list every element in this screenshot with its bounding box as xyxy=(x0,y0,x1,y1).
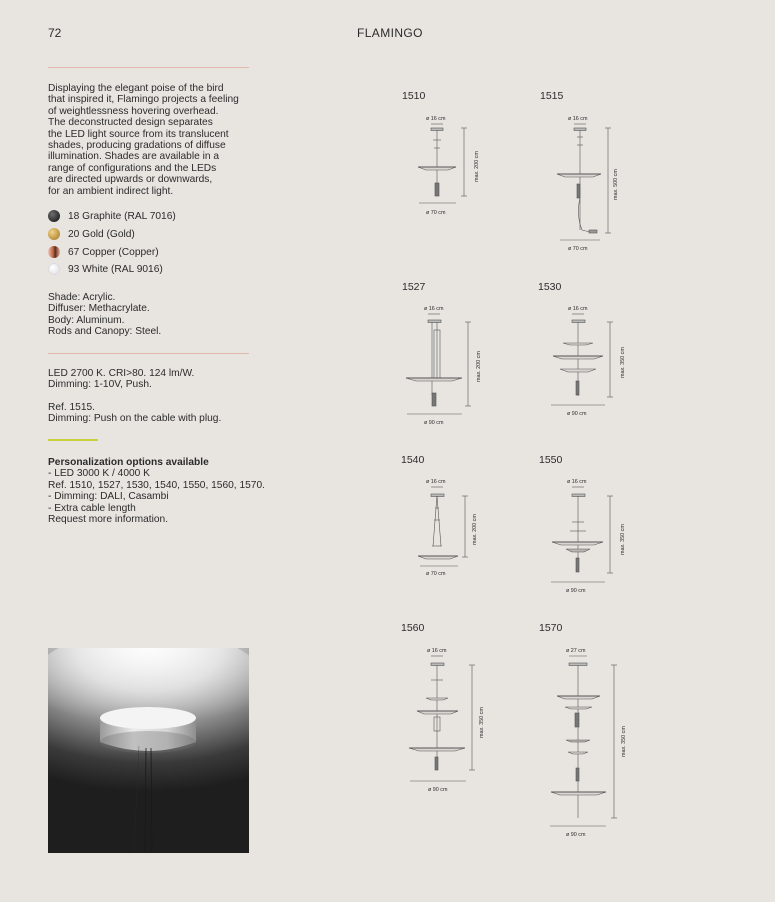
finish-label: 93 White (RAL 9016) xyxy=(68,263,163,275)
model-label-1510: 1510 xyxy=(402,90,426,102)
finish-label: 18 Graphite (RAL 7016) xyxy=(68,210,176,222)
description-line: of weightlessness hovering overhead. xyxy=(48,105,219,117)
personalization-line: Ref. 1510, 1527, 1530, 1540, 1550, 1560, 1570. xyxy=(48,479,265,491)
model-label-1560: 1560 xyxy=(401,622,425,634)
drawing-1510 xyxy=(418,124,467,203)
dim-1570-height: max. 350 cm xyxy=(621,726,627,757)
drawing-1540 xyxy=(418,487,468,566)
dim-1527-height: max. 200 cm xyxy=(476,351,482,382)
description-line: The deconstructed design separates xyxy=(48,117,213,129)
description-line: shades, producing gradations of diffuse xyxy=(48,140,226,152)
material-line: Rods and Canopy: Steel. xyxy=(48,326,162,338)
model-label-1570: 1570 xyxy=(539,622,563,634)
dim-1527-shade: ø 90 cm xyxy=(424,420,444,426)
description-line: Displaying the elegant poise of the bird xyxy=(48,83,224,94)
dim-1530-canopy: ø 16 cm xyxy=(568,306,588,312)
model-label-1540: 1540 xyxy=(401,454,425,466)
dim-1550-height: max. 350 cm xyxy=(620,524,626,555)
dim-1560-canopy: ø 16 cm xyxy=(427,648,447,654)
finish-label: 20 Gold (Gold) xyxy=(68,228,135,240)
material-line: Shade: Acrylic. xyxy=(48,292,116,303)
drawing-1515 xyxy=(557,124,611,240)
material-line: Diffuser: Methacrylate. xyxy=(48,303,150,315)
description-line: the LED light source from its translucent xyxy=(48,128,229,140)
dim-1510-canopy: ø 16 cm xyxy=(426,116,446,122)
dim-1550-canopy: ø 16 cm xyxy=(567,479,587,485)
spec-line: LED 2700 K. CRI>80. 124 lm/W. xyxy=(48,368,195,379)
dim-1515-height: max. 500 cm xyxy=(613,169,619,200)
dim-1515-canopy: ø 16 cm xyxy=(568,116,588,122)
personalization-line: - Extra cable length xyxy=(48,502,136,514)
model-label-1527: 1527 xyxy=(402,281,426,293)
finish-label: 67 Copper (Copper) xyxy=(68,246,159,258)
dim-1527-canopy: ø 16 cm xyxy=(424,306,444,312)
drawing-1560 xyxy=(409,656,475,781)
dim-1515-shade: ø 70 cm xyxy=(568,246,588,252)
description-line: for an ambient indirect light. xyxy=(48,185,174,197)
dim-1510-shade: ø 70 cm xyxy=(426,210,446,216)
drawing-1527 xyxy=(406,314,471,414)
description-line: range of configurations and the LEDs xyxy=(48,162,217,174)
personalization-line: - LED 3000 K / 4000 K xyxy=(48,468,150,480)
personalization-title: Personalization options available xyxy=(48,457,209,468)
dim-1560-height: max. 350 cm xyxy=(479,707,485,738)
description-line: are directed upwards or downwards, xyxy=(48,174,213,186)
dim-1570-canopy: ø 27 cm xyxy=(566,648,586,654)
personalization-line: Request more information. xyxy=(48,514,169,526)
spec-line: Dimming: 1-10V, Push. xyxy=(48,379,152,391)
description-line: that inspired it, Flamingo projects a feeling xyxy=(48,94,239,106)
dim-1540-height: max. 200 cm xyxy=(472,514,478,545)
dim-1540-shade: ø 70 cm xyxy=(426,571,446,577)
dim-1510-height: max. 200 cm xyxy=(474,151,480,182)
dim-1570-shade: ø 90 cm xyxy=(566,832,586,838)
description-line: illumination. Shades are available in a xyxy=(48,151,220,163)
page-title: FLAMINGO xyxy=(357,26,423,40)
dim-1560-shade: ø 90 cm xyxy=(428,787,448,793)
drawing-1550 xyxy=(551,487,613,582)
dim-1550-shade: ø 90 cm xyxy=(566,588,586,594)
dim-1530-shade: ø 90 cm xyxy=(567,411,587,417)
personalization-line: - Dimming: DALI, Casambi xyxy=(48,491,169,503)
model-label-1550: 1550 xyxy=(539,454,563,466)
reference-line: Ref. 1515. xyxy=(48,402,96,413)
page-number: 72 xyxy=(48,26,62,40)
dim-1540-canopy: ø 16 cm xyxy=(426,479,446,485)
model-label-1530: 1530 xyxy=(538,281,562,293)
material-line: Body: Aluminum. xyxy=(48,314,125,326)
drawing-1530 xyxy=(551,314,613,405)
drawing-1570 xyxy=(550,656,617,826)
model-label-1515: 1515 xyxy=(540,90,564,102)
reference-line: Dimming: Push on the cable with plug. xyxy=(48,413,222,425)
dim-1530-height: max. 350 cm xyxy=(620,347,626,378)
